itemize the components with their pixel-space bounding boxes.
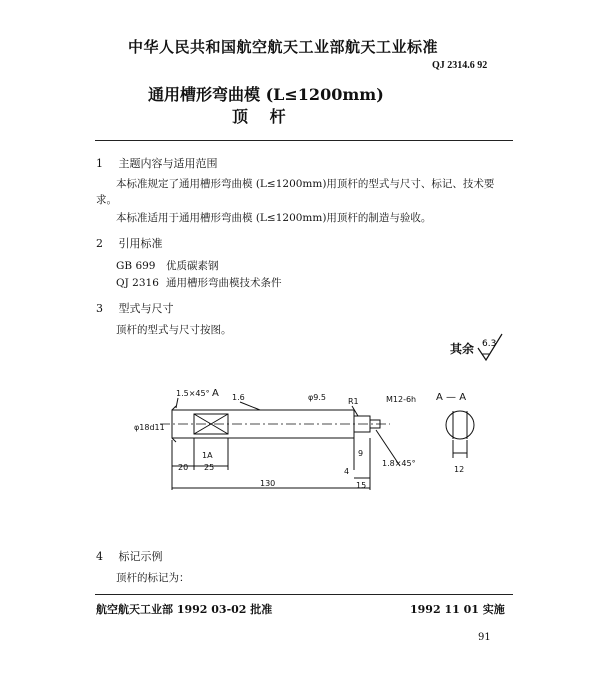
radius-label: R1 xyxy=(348,397,359,406)
step-diameter: φ9.5 xyxy=(308,393,326,402)
dim-15: 15 xyxy=(356,481,367,490)
section-1-para-1-cont: 求。 xyxy=(96,194,117,206)
section-3-heading xyxy=(96,300,174,316)
section-title: 型式与尺寸 xyxy=(118,302,174,315)
reference-item xyxy=(116,275,282,290)
technical-drawing xyxy=(120,378,520,503)
header-rule xyxy=(95,140,513,141)
section-title: 主题内容与适用范围 xyxy=(118,157,218,170)
section-number: 2 xyxy=(96,237,103,250)
document-subtitle: 顶 杆 xyxy=(232,107,294,126)
surface-finish-note xyxy=(450,340,474,357)
dim-20: 20 xyxy=(178,463,189,472)
reference-title: 优质碳素钢 xyxy=(166,260,219,272)
page-number: 91 xyxy=(478,632,491,643)
chamfer-left-label: 1.5×45° xyxy=(176,389,210,398)
roughness-symbol xyxy=(476,332,516,364)
view-label-bottom: 1A xyxy=(202,451,213,460)
effective-date: 1992 11 01 实施 xyxy=(410,603,505,616)
roughness-value: 6.3 xyxy=(482,339,497,349)
dim-9: 9 xyxy=(358,449,364,458)
section-number: 3 xyxy=(96,302,103,315)
dim-130: 130 xyxy=(260,479,276,488)
section-1-heading xyxy=(96,155,218,171)
reference-item xyxy=(116,258,219,273)
section-2-heading xyxy=(96,235,163,251)
dim-12: 12 xyxy=(454,465,465,474)
footer-rule xyxy=(95,594,513,595)
section-1-para-2: 本标准适用于通用槽形弯曲模 (L≤1200mm)用顶杆的制造与验收。 xyxy=(116,212,432,224)
chamfer-right-label: 1.8×45° xyxy=(382,459,416,468)
reference-code: QJ 2316 xyxy=(116,277,159,289)
section-3-text: 顶杆的型式与尺寸按图。 xyxy=(116,324,232,336)
view-label: A xyxy=(212,388,219,399)
section-title: 引用标准 xyxy=(118,237,163,250)
section-4-text: 顶杆的标记为： xyxy=(116,572,190,584)
section-4-heading xyxy=(96,548,163,564)
section-circle xyxy=(446,411,474,439)
dim-4: 4 xyxy=(344,467,350,476)
thread-label: M12-6h xyxy=(386,395,417,404)
section-number: 4 xyxy=(96,550,103,563)
issuing-organization: 中华人民共和国航空航天工业部航天工业标准 xyxy=(128,38,439,56)
approval-line: 航空航天工业部 1992 03-02 批准 xyxy=(96,603,273,616)
section-title: 标记示例 xyxy=(118,550,163,563)
section-1-para-1: 本标准规定了通用槽形弯曲模 (L≤1200mm)用顶杆的型式与尺寸、标记、技术要 xyxy=(116,178,495,190)
roughness-small: 1.6 xyxy=(232,393,245,402)
section-number: 1 xyxy=(96,157,103,170)
dim-25: 25 xyxy=(204,463,215,472)
reference-title: 通用槽形弯曲模技术条件 xyxy=(166,277,282,289)
document-title: 通用槽形弯曲模 (L≤1200mm) xyxy=(148,85,384,104)
surface-note-text: 其余 xyxy=(450,342,475,356)
standard-code: QJ 2314.6 92 xyxy=(432,60,488,71)
reference-code: GB 699 xyxy=(116,260,156,272)
body-diameter: φ18d11 xyxy=(134,423,165,432)
section-label: A — A xyxy=(436,392,467,403)
